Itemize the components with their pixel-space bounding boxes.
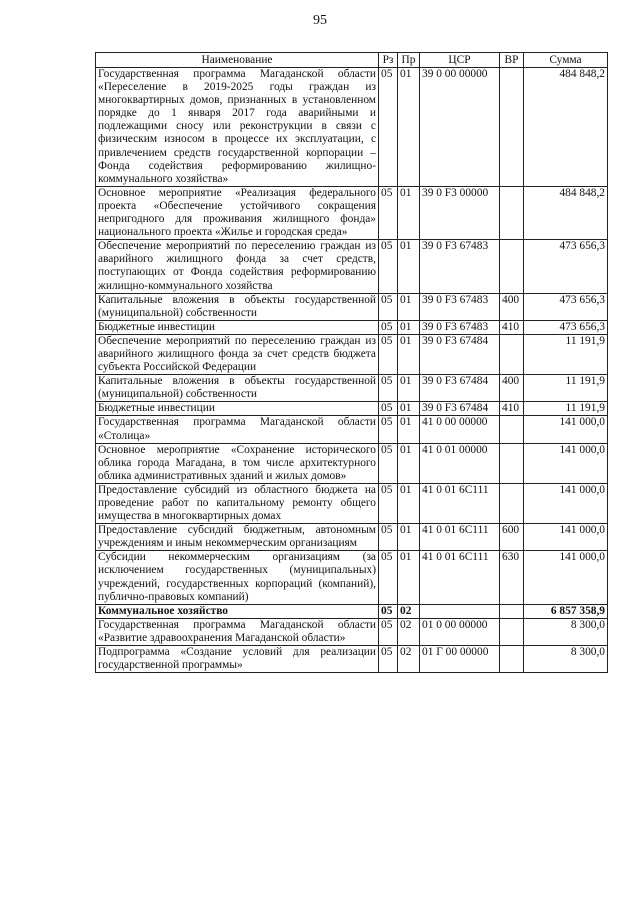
cell-rz: 05: [379, 416, 398, 443]
header-rz: Рз: [379, 53, 398, 68]
cell-name: Капитальные вложения в объекты государственной (муниципальной) собственности: [96, 375, 379, 402]
table-row: [96, 375, 608, 402]
cell-csr: 39 0 F3 67483: [420, 320, 500, 334]
cell-vr: 400: [500, 375, 524, 402]
cell-rz: 05: [379, 443, 398, 483]
cell-name: Предоставление субсидий из областного бюджета на проведение работ по капитальному ремонту общего имущества в многоквартирных домах: [96, 483, 379, 523]
cell-csr: 39 0 F3 67483: [420, 293, 500, 320]
cell-vr: 600: [500, 524, 524, 551]
cell-rz: 05: [379, 483, 398, 523]
cell-sum: 141 000,0: [524, 416, 608, 443]
cell-csr: 39 0 00 00000: [420, 68, 500, 187]
cell-sum: 6 857 358,9: [524, 604, 608, 618]
table-row: [96, 483, 608, 523]
cell-name: Капитальные вложения в объекты государственной (муниципальной) собственности: [96, 293, 379, 320]
cell-csr: 39 0 F3 67483: [420, 240, 500, 293]
cell-vr: [500, 416, 524, 443]
cell-rz: 05: [379, 186, 398, 239]
cell-pr: 02: [398, 618, 420, 645]
cell-name: Обеспечение мероприятий по переселению граждан из аварийного жилищного фонда за счет средств бюджета субъекта Российской Федерации: [96, 334, 379, 374]
cell-vr: 630: [500, 551, 524, 604]
table-row: [96, 240, 608, 293]
cell-rz: 05: [379, 618, 398, 645]
cell-name: Предоставление субсидий бюджетным, автономным учреждениям и иным некоммерческим организациям: [96, 524, 379, 551]
cell-rz: 05: [379, 646, 398, 673]
table-row: [96, 524, 608, 551]
cell-vr: 410: [500, 320, 524, 334]
cell-pr: 01: [398, 68, 420, 187]
cell-name: Основное мероприятие «Сохранение исторического облика города Магадана, в том числе архитектурного облика административных зданий и жилых домов»: [96, 443, 379, 483]
cell-pr: 01: [398, 402, 420, 416]
cell-rz: 05: [379, 240, 398, 293]
cell-pr: 01: [398, 524, 420, 551]
cell-sum: 473 656,3: [524, 293, 608, 320]
cell-sum: 11 191,9: [524, 402, 608, 416]
cell-sum: 141 000,0: [524, 483, 608, 523]
table-row: [96, 618, 608, 645]
cell-sum: 473 656,3: [524, 320, 608, 334]
cell-rz: 05: [379, 375, 398, 402]
cell-pr: 02: [398, 646, 420, 673]
cell-name: Государственная программа Магаданской области «Столица»: [96, 416, 379, 443]
cell-sum: 8 300,0: [524, 646, 608, 673]
cell-csr: 39 0 F3 67484: [420, 402, 500, 416]
table-row: [96, 443, 608, 483]
cell-pr: 01: [398, 551, 420, 604]
table-row: [96, 604, 608, 618]
cell-vr: [500, 334, 524, 374]
cell-rz: 05: [379, 402, 398, 416]
table-row: [96, 186, 608, 239]
cell-vr: 410: [500, 402, 524, 416]
header-pr: Пр: [398, 53, 420, 68]
cell-pr: 02: [398, 604, 420, 618]
cell-vr: [500, 186, 524, 239]
cell-name: Государственная программа Магаданской области «Развитие здравоохранения Магаданской области»: [96, 618, 379, 645]
cell-pr: 01: [398, 375, 420, 402]
cell-pr: 01: [398, 320, 420, 334]
table-row: [96, 646, 608, 673]
cell-rz: 05: [379, 320, 398, 334]
cell-csr: 41 0 01 6С111: [420, 551, 500, 604]
cell-rz: 05: [379, 551, 398, 604]
cell-sum: 484 848,2: [524, 186, 608, 239]
cell-name: Государственная программа Магаданской области «Переселение в 2019-2025 годы граждан из многоквартирных домов, признанных в установленном порядке до 1 января 2017 года аварийными и подлежащими сносу или реконструкции в связи с физическим износом в процессе их эксплуатации, с привлечением средств государственной корпорации – Фонда содействия реформированию жилищно-коммунального хозяйства»: [96, 68, 379, 187]
cell-sum: 11 191,9: [524, 375, 608, 402]
table-row: [96, 416, 608, 443]
cell-sum: 141 000,0: [524, 524, 608, 551]
cell-sum: 484 848,2: [524, 68, 608, 187]
cell-pr: 01: [398, 334, 420, 374]
table-row: [96, 320, 608, 334]
cell-csr: 01 0 00 00000: [420, 618, 500, 645]
table-body: [96, 68, 608, 673]
cell-name: Субсидии некоммерческим организациям (за исключением государственных (муниципальных) учреждений, государственных корпораций (компаний), публично-правовых компаний): [96, 551, 379, 604]
cell-vr: [500, 604, 524, 618]
cell-name: Коммунальное хозяйство: [96, 604, 379, 618]
cell-rz: 05: [379, 293, 398, 320]
table-row: [96, 334, 608, 374]
header-sum: Сумма: [524, 53, 608, 68]
table-row: [96, 551, 608, 604]
cell-csr: 01 Г 00 00000: [420, 646, 500, 673]
header-name: Наименование: [96, 53, 379, 68]
table-header-row: [96, 53, 608, 68]
cell-csr: 41 0 00 00000: [420, 416, 500, 443]
cell-vr: [500, 240, 524, 293]
cell-name: Бюджетные инвестиции: [96, 320, 379, 334]
cell-csr: 39 0 F3 67484: [420, 375, 500, 402]
cell-pr: 01: [398, 416, 420, 443]
cell-vr: [500, 483, 524, 523]
cell-name: Бюджетные инвестиции: [96, 402, 379, 416]
cell-pr: 01: [398, 240, 420, 293]
cell-pr: 01: [398, 483, 420, 523]
cell-csr: 41 0 01 6С111: [420, 483, 500, 523]
cell-vr: [500, 618, 524, 645]
cell-vr: [500, 68, 524, 187]
cell-sum: 473 656,3: [524, 240, 608, 293]
table-row: [96, 293, 608, 320]
cell-vr: [500, 646, 524, 673]
cell-vr: [500, 443, 524, 483]
cell-sum: 141 000,0: [524, 551, 608, 604]
cell-pr: 01: [398, 443, 420, 483]
cell-csr: 41 0 01 00000: [420, 443, 500, 483]
header-vr: ВР: [500, 53, 524, 68]
cell-name: Основное мероприятие «Реализация федерального проекта «Обеспечение устойчивого сокращения непригодного для проживания жилищного фонда» национального проекта «Жилье и городская среда»: [96, 186, 379, 239]
table-row: [96, 402, 608, 416]
cell-sum: 141 000,0: [524, 443, 608, 483]
cell-sum: 8 300,0: [524, 618, 608, 645]
cell-pr: 01: [398, 186, 420, 239]
cell-rz: 05: [379, 68, 398, 187]
cell-csr: 39 0 F3 00000: [420, 186, 500, 239]
cell-rz: 05: [379, 334, 398, 374]
cell-rz: 05: [379, 524, 398, 551]
cell-name: Обеспечение мероприятий по переселению граждан из аварийного жилищного фонда за счет средств, поступающих от Фонда содействия реформированию жилищно-коммунального хозяйства: [96, 240, 379, 293]
cell-pr: 01: [398, 293, 420, 320]
budget-table: [95, 52, 608, 673]
cell-csr: 39 0 F3 67484: [420, 334, 500, 374]
cell-name: Подпрограмма «Создание условий для реализации государственной программы»: [96, 646, 379, 673]
page-number: 95: [313, 13, 327, 28]
cell-vr: 400: [500, 293, 524, 320]
cell-sum: 11 191,9: [524, 334, 608, 374]
table-row: [96, 68, 608, 187]
header-csr: ЦСР: [420, 53, 500, 68]
cell-csr: [420, 604, 500, 618]
cell-csr: 41 0 01 6С111: [420, 524, 500, 551]
cell-rz: 05: [379, 604, 398, 618]
